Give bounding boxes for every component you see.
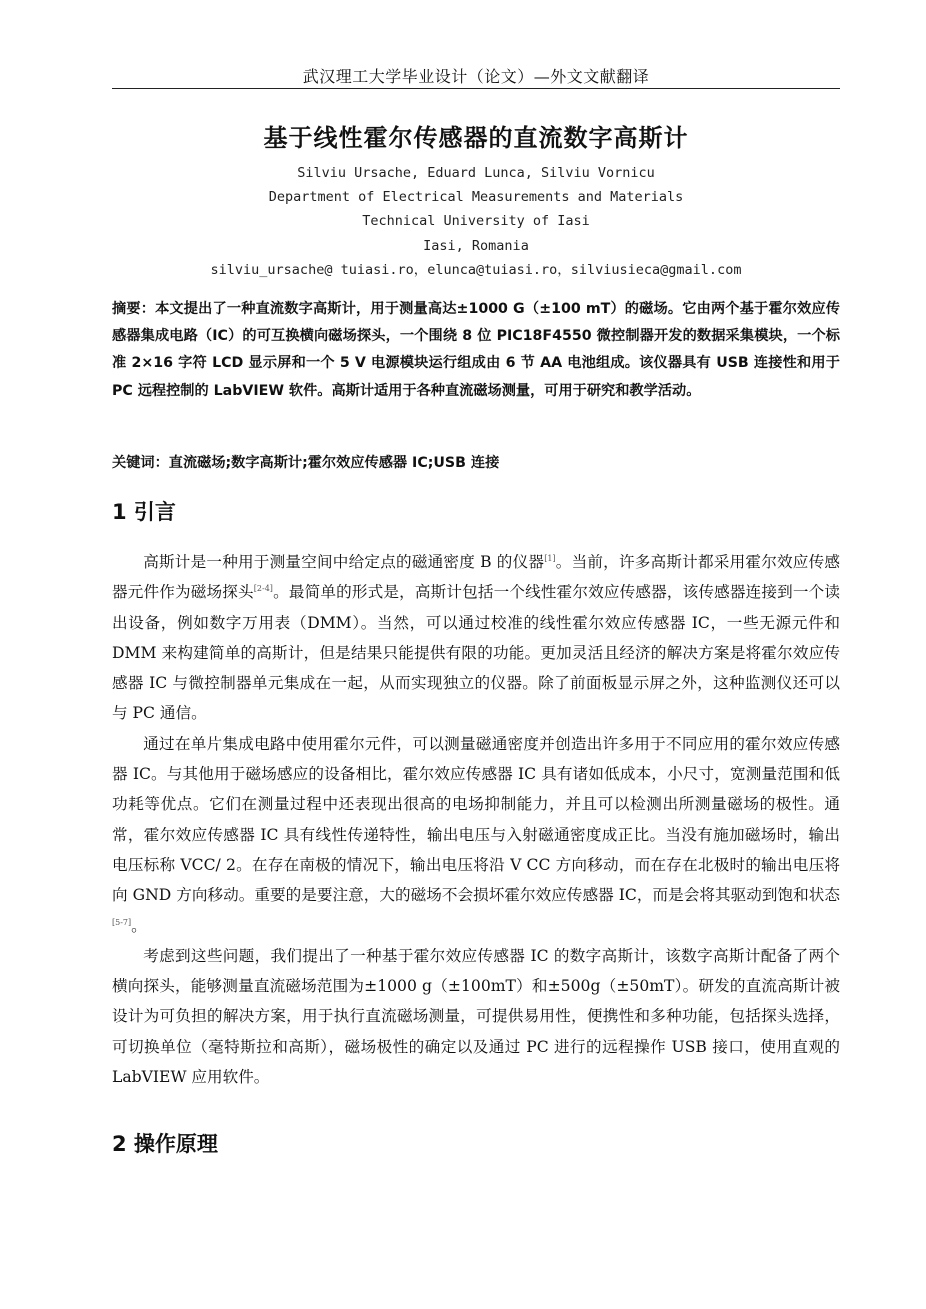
paragraph-text: 高斯计是一种用于测量空间中给定点的磁通密度 B 的仪器 — [143, 553, 545, 571]
paper-title: 基于线性霍尔传感器的直流数字高斯计 — [263, 124, 689, 152]
header-rule — [112, 88, 840, 89]
abstract: 摘要：本文提出了一种直流数字高斯计，用于测量高达±1000 G（±100 mT）的磁场。它由两个基于霍尔效应传感器集成电路（IC）的可互换横向磁场探头，一个围绕 8 位 PIC18F4550 微控制器开发的数据采集模块，一个标准 2×16 字符 LCD 显示屏和一个 5 V 电源模块运行组成由 6 节 AA 电池组成。该仪器具有 USB 连接性和用于 PC 远程控制的 LabVIEW 软件。高斯计适用于各种直流磁场测量，可用于研究和教学活动。 — [112, 301, 840, 399]
paragraph-text: 通过在单片集成电路中使用霍尔元件，可以测量磁通密度并创造出许多用于不同应用的霍尔效应传感器 IC。与其他用于磁场感应的设备相比，霍尔效应传感器 IC 具有诸如低成本，小尺寸，宽测量范围和低功耗等优点。它们在测量过程中还表现出很高的电场抑制能力，并且可以检测出所测量磁场的极性。通常，霍尔效应传感器 IC 具有线性传递特性，输出电压与入射磁通密度成正比。当没有施加磁场时，输出电压标称 VCC/ 2。在存在南极的情况下，输出电压将沿 V CC 方向移动，而在存在北极时的输出电压将向 GND 方向移动。重要的是要注意，大的磁场不会损坏霍尔效应传感器 IC，而是会将其驱动到饱和状态 — [112, 734, 840, 905]
paragraph — [112, 729, 840, 941]
author-department: Department of Electrical Measurements and Materials — [268, 189, 684, 206]
paragraph — [112, 547, 840, 729]
author-location: Iasi, Romania — [423, 237, 529, 254]
introduction-body — [112, 547, 840, 1092]
citation: [1] — [544, 553, 556, 563]
paragraph-text: 。当前，许多高斯计都采用霍尔效应传感器元件作为磁场探头 — [112, 553, 840, 602]
author-university: Technical University of Iasi — [362, 213, 590, 230]
keywords: 关键词：直流磁场;数字高斯计;霍尔效应传感器 IC;USB 连接 — [112, 455, 500, 471]
section-heading-introduction: 1 引言 — [112, 500, 176, 524]
paragraph-text: 。 — [131, 916, 147, 935]
paragraph: 考虑到这些问题，我们提出了一种基于霍尔效应传感器 IC 的数字高斯计，该数字高斯计配备了两个横向探头，能够测量直流磁场范围为±1000 g（±100mT）和±500g（±50mT）。研发的直流高斯计被设计为可负担的解决方案，用于执行直流磁场测量，可提供易用性，便携性和多种功能，包括探头选择，可切换单位（毫特斯拉和高斯），磁场极性的确定以及通过 PC 进行的远程操作 USB 接口，使用直观的 LabVIEW 应用软件。 — [112, 946, 840, 1087]
author-emails: silviu_ursache@ tuiasi.ro，elunca@tuiasi.ro，silviusieca@gmail.com — [210, 261, 742, 278]
citation: [5-7] — [112, 917, 132, 927]
paragraph-text: 。最简单的形式是，高斯计包括一个线性霍尔效应传感器，该传感器连接到一个读出设备，例如数字万用表（DMM）。当然，可以通过校准的线性霍尔效应传感器 IC，一些无源元件和 DMM 来构建简单的高斯计，但是结果只能提供有限的功能。更加灵活且经济的解决方案是将霍尔效应传感器 IC 与微控制器单元集成在一起，从而实现独立的仪器。除了前面板显示屏之外，这种监测仪还可以与 PC 通信。 — [112, 583, 840, 723]
author-names: Silviu Ursache, Eduard Lunca, Silviu Vornicu — [297, 165, 655, 181]
citation: [2-4] — [253, 584, 273, 594]
running-header: 武汉理工大学毕业设计（论文）—外文文献翻译 — [302, 67, 650, 86]
section-heading-operating-principle: 2 操作原理 — [112, 1132, 218, 1156]
author-block — [112, 161, 840, 282]
